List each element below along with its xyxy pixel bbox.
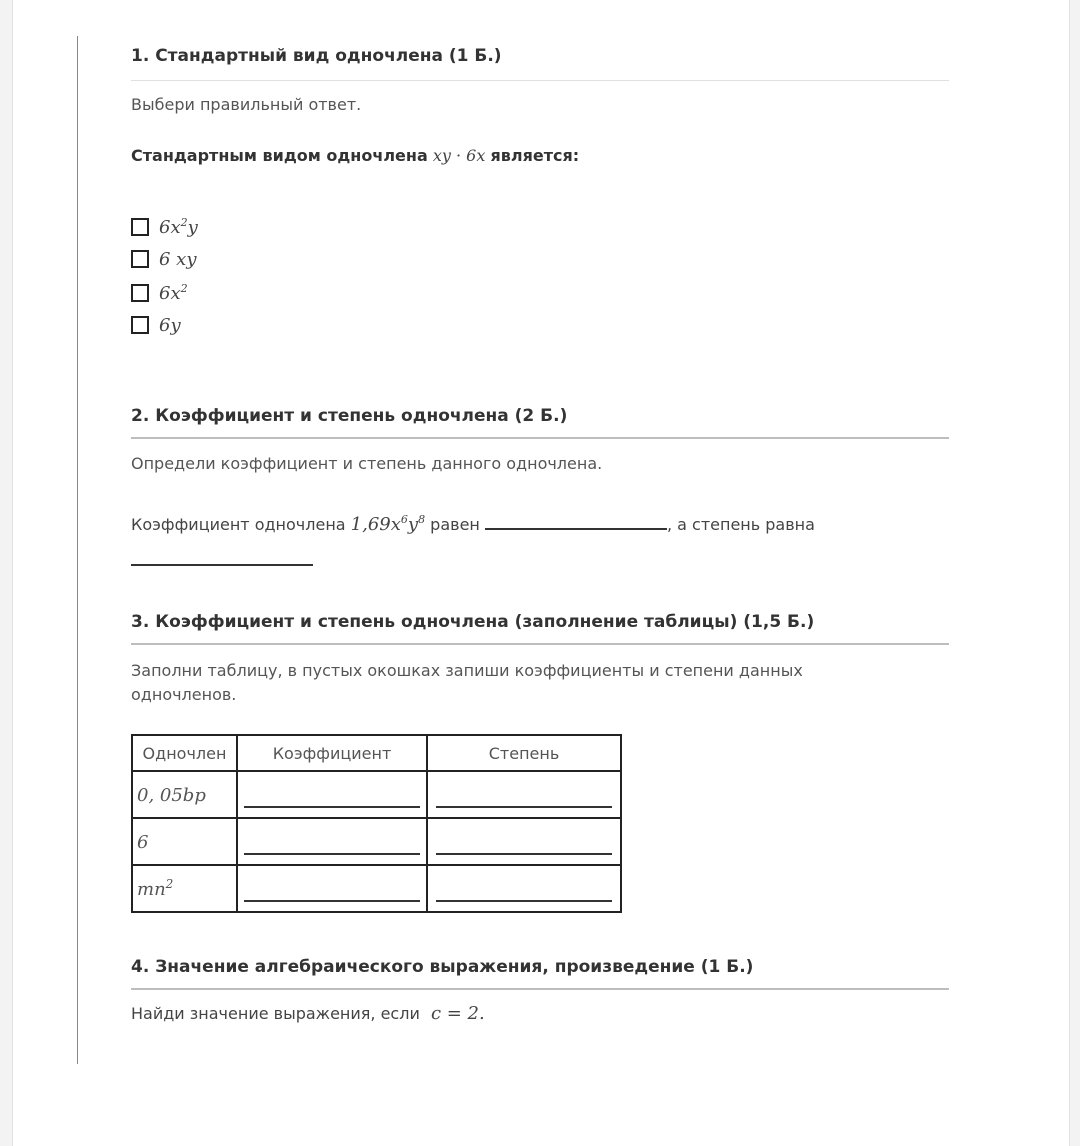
checkbox[interactable] [131, 250, 149, 268]
degree-answer-blank[interactable] [131, 564, 313, 566]
worksheet-page [12, 0, 1070, 1146]
monomial-cell: $mn^2$ [132, 865, 237, 912]
q2-statement [131, 513, 815, 535]
q1-option[interactable] [131, 310, 198, 340]
answer-blank[interactable] [436, 806, 612, 808]
answer-blank[interactable] [244, 853, 420, 855]
q2-title: 2. Коэффициент и степень одночлена (2 Б.) [131, 406, 568, 426]
answer-blank[interactable] [244, 900, 420, 902]
checkbox[interactable] [131, 316, 149, 334]
q4-math: c = 2. [430, 1003, 485, 1024]
q1-options [131, 212, 198, 340]
coefficient-answer-cell[interactable] [237, 771, 427, 818]
q1-title: 1. Стандартный вид одночлена (1 Б.) [131, 46, 502, 66]
q4-instruction: Найди значение выражения, если [131, 1004, 420, 1023]
q3-instruction: Заполни таблицу, в пустых окошках запиши коэффициенты и степени данных одночленов. [131, 661, 803, 704]
q2-text-after: , а степень равна [666, 515, 815, 534]
table-row [132, 865, 621, 912]
option-label: 6y [159, 315, 181, 336]
q1-option[interactable] [131, 244, 198, 274]
answer-blank[interactable] [436, 900, 612, 902]
table-header-row [132, 735, 621, 771]
margin-line [77, 36, 78, 1064]
option-label: 6 xy [159, 249, 197, 270]
q2-text-mid: равен [430, 515, 480, 534]
coefficient-answer-blank[interactable] [485, 528, 667, 530]
q3-title: 3. Коэффициент и степень одночлена (заполнение таблицы) (1,5 Б.) [131, 612, 815, 632]
checkbox[interactable] [131, 284, 149, 302]
answer-blank[interactable] [436, 853, 612, 855]
table-row [132, 771, 621, 818]
coefficient-answer-cell[interactable] [237, 865, 427, 912]
checkbox[interactable] [131, 218, 149, 236]
monomial-cell: 6 [132, 818, 237, 865]
q1-instruction: Выбери правильный ответ. [131, 95, 362, 114]
header-degree: Степень [427, 735, 621, 771]
monomial-cell: 0, 05bp [132, 771, 237, 818]
degree-answer-cell[interactable] [427, 771, 621, 818]
q2-instruction: Определи коэффициент и степень данного одночлена. [131, 454, 603, 473]
q1-divider [131, 80, 949, 81]
q3-divider [131, 643, 949, 645]
monomial-table [131, 734, 622, 913]
q1-statement-suffix: является: [490, 146, 580, 165]
q4-divider [131, 988, 949, 990]
coefficient-answer-cell[interactable] [237, 818, 427, 865]
header-coefficient: Коэффициент [237, 735, 427, 771]
header-monomial: Одночлен [132, 735, 237, 771]
degree-answer-cell[interactable] [427, 818, 621, 865]
q2-monomial: $1,69x^6y^8$ [350, 513, 426, 535]
q2-divider [131, 437, 949, 439]
q4-instruction-line [131, 1003, 485, 1024]
option-label: $6x^2$ [159, 282, 188, 304]
degree-answer-cell[interactable] [427, 865, 621, 912]
q2-text-before: Коэффициент одночлена [131, 515, 346, 534]
q1-statement-math: xy · 6x [432, 146, 486, 165]
q4-title: 4. Значение алгебраического выражения, произведение (1 Б.) [131, 957, 754, 977]
answer-blank[interactable] [244, 806, 420, 808]
q1-option[interactable] [131, 212, 198, 242]
q1-statement [131, 146, 579, 165]
table-row [132, 818, 621, 865]
q1-statement-prefix: Стандартным видом одночлена [131, 146, 428, 165]
option-label: $6x^2y$ [159, 216, 198, 238]
q1-option[interactable] [131, 278, 198, 308]
